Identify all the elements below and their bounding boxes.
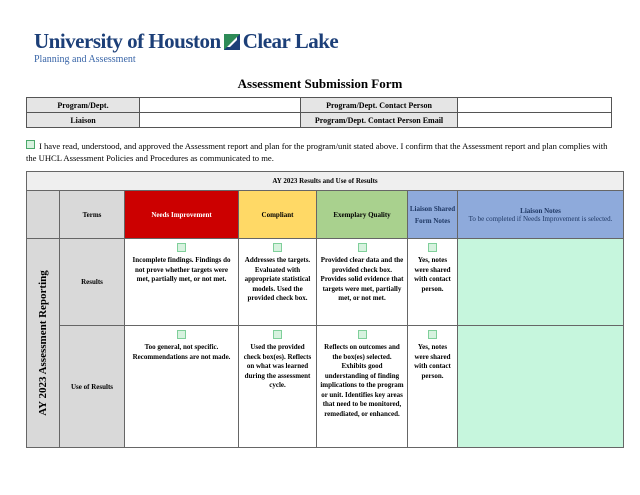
results-row [27, 239, 624, 326]
results-header-row [27, 191, 624, 239]
uhcl-logo [34, 29, 339, 66]
results-exemplary-cell [317, 239, 408, 326]
certify-checkbox[interactable] [26, 140, 35, 149]
use-notes-field[interactable] [458, 326, 624, 448]
contact-email-label: Program/Dept. Contact Person Email [301, 113, 458, 128]
liaison-notes-subtitle: To be completed if Needs Improvement is selected. [468, 214, 613, 223]
results-liaison-checkbox[interactable] [428, 243, 437, 252]
results-needs-cell [125, 239, 239, 326]
info-row [27, 113, 612, 128]
program-label: Program/Dept. [27, 98, 140, 113]
logo-name-clear-lake: Clear Lake [242, 29, 339, 53]
use-compliant-text: Used the provided check box(es). Reflects on what was learned during the assessment cycle. [243, 343, 312, 389]
use-liaison-text: Yes, notes were shared with contact person. [414, 343, 451, 380]
results-needs-checkbox[interactable] [177, 243, 186, 252]
results-notes-field[interactable] [458, 239, 624, 326]
compliant-header: Compliant [239, 191, 317, 239]
logo-subtitle: Planning and Assessment [34, 54, 136, 65]
side-label: AY 2023 Assessment Reporting [37, 270, 49, 416]
results-table-title: AY 2023 Results and Use of Results [27, 172, 624, 191]
results-compliant-checkbox[interactable] [273, 243, 282, 252]
logo-name-university: University of Houston [34, 29, 221, 53]
results-exemplary-checkbox[interactable] [358, 243, 367, 252]
use-liaison-checkbox[interactable] [428, 330, 437, 339]
contact-person-field[interactable] [458, 98, 612, 113]
terms-header: Terms [60, 191, 125, 239]
use-needs-checkbox[interactable] [177, 330, 186, 339]
program-field[interactable] [140, 98, 301, 113]
contact-person-label: Program/Dept. Contact Person [301, 98, 458, 113]
form-title: Assessment Submission Form [237, 76, 403, 91]
header-gutter [27, 191, 60, 239]
needs-improvement-header: Needs Improvement [125, 191, 239, 239]
program-info-table [26, 97, 612, 128]
use-liaison-cell [408, 326, 458, 448]
row-label-results: Results [60, 239, 125, 326]
results-exemplary-text: Provided clear data and the provided check box. Provides solid evidence that targets were met, partially met, or not met. [320, 256, 404, 302]
results-table-title-row [27, 172, 624, 191]
use-compliant-checkbox[interactable] [273, 330, 282, 339]
results-compliant-text: Addresses the targets. Evaluated with appropriate statistical models. Used the provided check box. [244, 256, 311, 302]
logo-wordmark [34, 30, 338, 52]
exemplary-header: Exemplary Quality [317, 191, 408, 239]
use-exemplary-checkbox[interactable] [358, 330, 367, 339]
results-compliant-cell [239, 239, 317, 326]
liaison-notes-header [458, 191, 624, 239]
certify-text: I have read, understood, and approved the Assessment report and plan for the program/unit stated above. I confirm that the Assessment report and plan complies with the UHCL Assessment Policies and Procedures as communicated to me. [26, 141, 608, 163]
use-needs-cell [125, 326, 239, 448]
results-table [26, 171, 624, 448]
use-exemplary-text: Reflects on outcomes and the box(es) selected. Exhibits good understanding of finding implications to the program or unit. Identifies key areas that need to be monitored, remediated, or enhanced. [320, 343, 404, 418]
results-needs-text: Incomplete findings. Findings do not prove whether targets were met, partially met, or not met. [132, 256, 231, 283]
results-liaison-cell [408, 239, 458, 326]
liaison-shared-header: Liaison Shared Form Notes [408, 191, 458, 239]
use-needs-text: Too general, not specific. Recommendations are not made. [132, 343, 231, 361]
certification-statement [26, 140, 616, 164]
row-label-use-of-results: Use of Results [60, 326, 125, 448]
results-liaison-text: Yes, notes were shared with contact person. [414, 256, 451, 293]
contact-email-field[interactable] [458, 113, 612, 128]
side-label-cell [27, 239, 60, 448]
use-of-results-row [27, 326, 624, 448]
use-exemplary-cell [317, 326, 408, 448]
logo-mark-icon [224, 34, 240, 50]
liaison-field[interactable] [140, 113, 301, 128]
info-row [27, 98, 612, 113]
liaison-notes-title: Liaison Notes [520, 206, 561, 215]
liaison-label: Liaison [27, 113, 140, 128]
use-compliant-cell [239, 326, 317, 448]
